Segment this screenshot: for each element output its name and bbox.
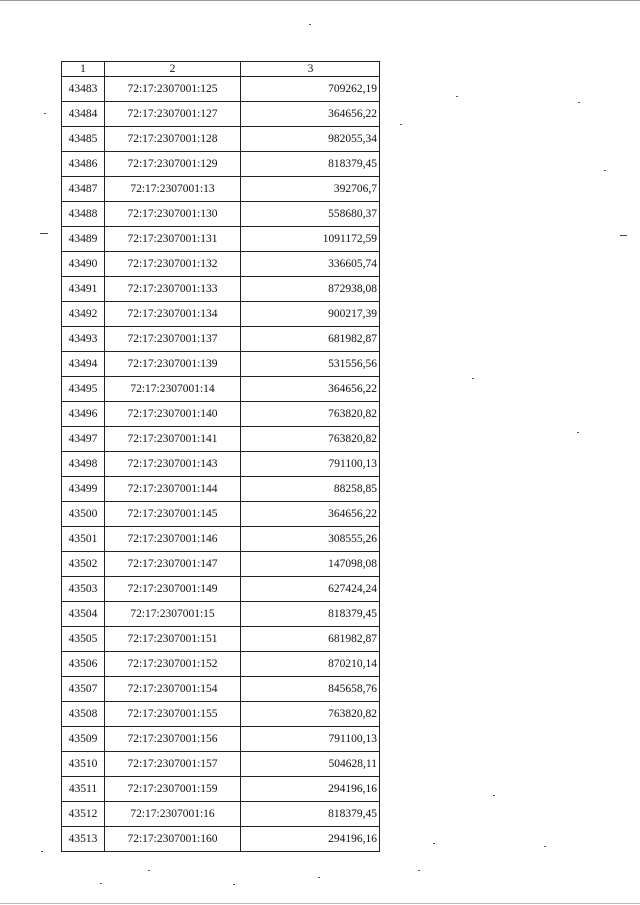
cadastral-number-cell: 72:17:2307001:129 <box>105 152 241 177</box>
value-cell: 364656,22 <box>241 502 380 527</box>
row-number-cell: 43496 <box>62 402 105 427</box>
cadastral-number-cell: 72:17:2307001:141 <box>105 427 241 452</box>
table-row <box>62 127 380 152</box>
scan-speck <box>309 24 311 25</box>
column-header-2: 2 <box>105 62 241 77</box>
table-row <box>62 352 380 377</box>
value-cell: 294196,16 <box>241 827 380 852</box>
table-row <box>62 452 380 477</box>
cadastral-number-cell: 72:17:2307001:156 <box>105 727 241 752</box>
column-header-3: 3 <box>241 62 380 77</box>
table-row <box>62 277 380 302</box>
cadastral-number-cell: 72:17:2307001:147 <box>105 552 241 577</box>
row-number-cell: 43485 <box>62 127 105 152</box>
table-row <box>62 402 380 427</box>
scan-speck <box>472 378 474 379</box>
page-bottom-rule <box>0 903 640 904</box>
row-number-cell: 43507 <box>62 677 105 702</box>
cadastral-number-cell: 72:17:2307001:130 <box>105 202 241 227</box>
scan-speck <box>400 124 402 125</box>
table-row <box>62 502 380 527</box>
table-row <box>62 527 380 552</box>
table-row <box>62 677 380 702</box>
value-cell: 147098,08 <box>241 552 380 577</box>
row-number-cell: 43488 <box>62 202 105 227</box>
row-number-cell: 43484 <box>62 102 105 127</box>
value-cell: 709262,19 <box>241 77 380 102</box>
cadastral-number-cell: 72:17:2307001:144 <box>105 477 241 502</box>
row-number-cell: 43497 <box>62 427 105 452</box>
cadastral-number-cell: 72:17:2307001:139 <box>105 352 241 377</box>
row-number-cell: 43493 <box>62 327 105 352</box>
row-number-cell: 43509 <box>62 727 105 752</box>
scan-speck <box>578 102 580 103</box>
cadastral-number-cell: 72:17:2307001:133 <box>105 277 241 302</box>
value-cell: 531556,56 <box>241 352 380 377</box>
cadastral-number-cell: 72:17:2307001:154 <box>105 677 241 702</box>
table-row <box>62 377 380 402</box>
table-row <box>62 802 380 827</box>
cadastral-number-cell: 72:17:2307001:152 <box>105 652 241 677</box>
cadastral-number-cell: 72:17:2307001:134 <box>105 302 241 327</box>
table-row <box>62 652 380 677</box>
column-header-1: 1 <box>62 62 105 77</box>
value-cell: 627424,24 <box>241 577 380 602</box>
row-number-cell: 43494 <box>62 352 105 377</box>
value-cell: 900217,39 <box>241 302 380 327</box>
cadastral-number-cell: 72:17:2307001:160 <box>105 827 241 852</box>
row-number-cell: 43487 <box>62 177 105 202</box>
cadastral-number-cell: 72:17:2307001:137 <box>105 327 241 352</box>
value-cell: 294196,16 <box>241 777 380 802</box>
value-cell: 872938,08 <box>241 277 380 302</box>
row-number-cell: 43512 <box>62 802 105 827</box>
value-cell: 845658,76 <box>241 677 380 702</box>
row-number-cell: 43505 <box>62 627 105 652</box>
row-number-cell: 43500 <box>62 502 105 527</box>
value-cell: 818379,45 <box>241 602 380 627</box>
table-row <box>62 602 380 627</box>
cadastral-number-cell: 72:17:2307001:145 <box>105 502 241 527</box>
scan-speck <box>604 170 606 171</box>
cadastral-number-cell: 72:17:2307001:125 <box>105 77 241 102</box>
scan-mark <box>40 233 48 234</box>
value-cell: 558680,37 <box>241 202 380 227</box>
scan-speck <box>493 795 495 796</box>
value-cell: 392706,7 <box>241 177 380 202</box>
cadastral-number-cell: 72:17:2307001:159 <box>105 777 241 802</box>
scan-speck <box>148 870 150 871</box>
value-cell: 336605,74 <box>241 252 380 277</box>
row-number-cell: 43502 <box>62 552 105 577</box>
table-row <box>62 752 380 777</box>
scan-speck <box>44 113 46 114</box>
table-row <box>62 702 380 727</box>
cadastral-number-cell: 72:17:2307001:14 <box>105 377 241 402</box>
value-cell: 308555,26 <box>241 527 380 552</box>
row-number-cell: 43491 <box>62 277 105 302</box>
cadastral-number-cell: 72:17:2307001:157 <box>105 752 241 777</box>
scan-mark <box>620 235 627 236</box>
cadastral-number-cell: 72:17:2307001:127 <box>105 102 241 127</box>
row-number-cell: 43492 <box>62 302 105 327</box>
value-cell: 818379,45 <box>241 802 380 827</box>
scan-speck <box>544 846 546 847</box>
table-row <box>62 327 380 352</box>
row-number-cell: 43483 <box>62 77 105 102</box>
cadastral-number-cell: 72:17:2307001:132 <box>105 252 241 277</box>
row-number-cell: 43511 <box>62 777 105 802</box>
row-number-cell: 43504 <box>62 602 105 627</box>
scan-speck <box>577 432 579 433</box>
row-number-cell: 43486 <box>62 152 105 177</box>
value-cell: 504628,11 <box>241 752 380 777</box>
value-cell: 763820,82 <box>241 702 380 727</box>
value-cell: 681982,87 <box>241 627 380 652</box>
cadastral-number-cell: 72:17:2307001:151 <box>105 627 241 652</box>
page-top-rule <box>0 0 640 1</box>
table-row <box>62 627 380 652</box>
row-number-cell: 43506 <box>62 652 105 677</box>
value-cell: 763820,82 <box>241 427 380 452</box>
scan-speck <box>318 877 320 878</box>
value-cell: 982055,34 <box>241 127 380 152</box>
table-row <box>62 177 380 202</box>
row-number-cell: 43489 <box>62 227 105 252</box>
value-cell: 791100,13 <box>241 452 380 477</box>
table-row <box>62 427 380 452</box>
row-number-cell: 43501 <box>62 527 105 552</box>
value-cell: 818379,45 <box>241 152 380 177</box>
row-number-cell: 43495 <box>62 377 105 402</box>
table-body <box>62 77 380 852</box>
scan-speck <box>456 96 458 97</box>
table-row <box>62 227 380 252</box>
table-row <box>62 477 380 502</box>
row-number-cell: 43499 <box>62 477 105 502</box>
row-number-cell: 43513 <box>62 827 105 852</box>
cadastral-value-table <box>61 61 380 852</box>
table-row <box>62 77 380 102</box>
table-row <box>62 152 380 177</box>
scan-speck <box>233 884 235 885</box>
row-number-cell: 43498 <box>62 452 105 477</box>
scan-speck <box>100 883 102 884</box>
value-cell: 681982,87 <box>241 327 380 352</box>
table-row <box>62 552 380 577</box>
scan-speck <box>433 843 435 844</box>
scan-speck <box>41 851 43 852</box>
cadastral-number-cell: 72:17:2307001:13 <box>105 177 241 202</box>
table-row <box>62 302 380 327</box>
value-cell: 763820,82 <box>241 402 380 427</box>
cadastral-number-cell: 72:17:2307001:155 <box>105 702 241 727</box>
value-cell: 88258,85 <box>241 477 380 502</box>
value-cell: 1091172,59 <box>241 227 380 252</box>
cadastral-number-cell: 72:17:2307001:16 <box>105 802 241 827</box>
value-cell: 364656,22 <box>241 377 380 402</box>
cadastral-number-cell: 72:17:2307001:146 <box>105 527 241 552</box>
table-row <box>62 102 380 127</box>
value-cell: 870210,14 <box>241 652 380 677</box>
row-number-cell: 43490 <box>62 252 105 277</box>
cadastral-number-cell: 72:17:2307001:128 <box>105 127 241 152</box>
table-header-row <box>62 62 380 77</box>
cadastral-number-cell: 72:17:2307001:140 <box>105 402 241 427</box>
value-cell: 791100,13 <box>241 727 380 752</box>
cadastral-number-cell: 72:17:2307001:143 <box>105 452 241 477</box>
row-number-cell: 43510 <box>62 752 105 777</box>
table-row <box>62 252 380 277</box>
table-row <box>62 827 380 852</box>
cadastral-number-cell: 72:17:2307001:15 <box>105 602 241 627</box>
cadastral-number-cell: 72:17:2307001:131 <box>105 227 241 252</box>
cadastral-number-cell: 72:17:2307001:149 <box>105 577 241 602</box>
row-number-cell: 43508 <box>62 702 105 727</box>
value-cell: 364656,22 <box>241 102 380 127</box>
row-number-cell: 43503 <box>62 577 105 602</box>
table-row <box>62 577 380 602</box>
scan-speck <box>418 870 420 871</box>
table-row <box>62 202 380 227</box>
table-row <box>62 777 380 802</box>
table-row <box>62 727 380 752</box>
